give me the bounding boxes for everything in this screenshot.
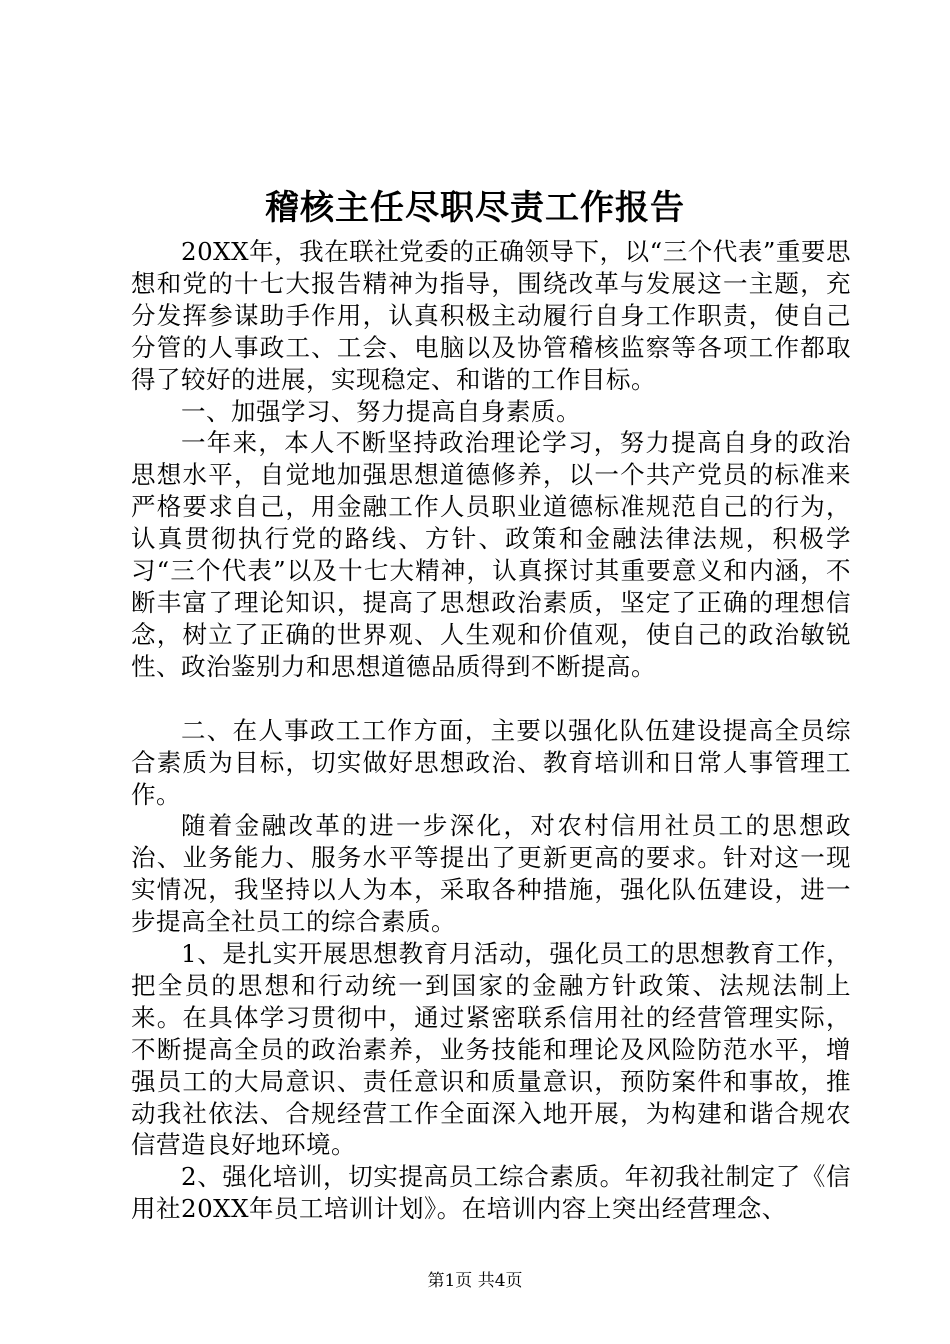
section-heading-1: 一、加强学习、努力提高自身素质。: [181, 396, 581, 426]
page-number-footer: 第1页 共4页: [427, 1271, 523, 1291]
item-2-paragraph: 2、强化培训，切实提高员工综合素质。年初我社制定了《信用社20XX年员工培训计划》。在培训内容上突出经营理念、: [131, 1162, 851, 1224]
paragraph-gap: [131, 683, 851, 715]
section-heading-2: 二、在人事政工工作方面，主要以强化队伍建设提高全员综合素质为目标，切实做好思想政治、教育培训和日常人事管理工作。: [131, 715, 851, 809]
intro-paragraph: 20XX年，我在联社党委的正确领导下，以“三个代表”重要思想和党的十七大报告精神为指导，围绕改革与发展这一主题，充分发挥参谋助手作用，认真积极主动履行自身工作职责，使自己分管的人事政工、工会、电脑以及协管稽核监察等各项工作都取得了较好的进展，实现稳定、和谐的工作目标。: [131, 237, 851, 394]
item-1-paragraph: 1、是扎实开展思想教育月活动，强化员工的思想教育工作，把全员的思想和行动统一到国家的金融方针政策、法规法制上来。在具体学习贯彻中，通过紧密联系信用社的经营管理实际，不断提高全员的政治素养，业务技能和理论及风险防范水平，增强员工的大局意识、责任意识和质量意识，预防案件和事故，推动我社依法、合规经营工作全面深入地开展，为构建和谐合规农信营造良好地环境。: [131, 939, 851, 1160]
document-title: 稽核主任尽职尽责工作报告: [265, 188, 685, 228]
document-body: [131, 236, 851, 1225]
study-paragraph: 一年来，本人不断坚持政治理论学习，努力提高自身的政治思想水平，自觉地加强思想道德修养，以一个共产党员的标准来严格要求自己，用金融工作人员职业道德标准规范自己的行为，认真贯彻执行党的路线、方针、政策和金融法律法规，积极学习“三个代表”以及十七大精神，认真探讨其重要意义和内涵，不断丰富了理论知识，提高了思想政治素质，坚定了正确的理想信念，树立了正确的世界观、人生观和价值观，使自己的政治敏锐性、政治鉴别力和思想道德品质得到不断提高。: [131, 428, 851, 681]
reform-paragraph: 随着金融改革的进一步深化，对农村信用社员工的思想政治、业务能力、服务水平等提出了更新更高的要求。针对这一现实情况，我坚持以人为本，采取各种措施，强化队伍建设，进一步提高全社员工的综合素质。: [131, 811, 851, 937]
